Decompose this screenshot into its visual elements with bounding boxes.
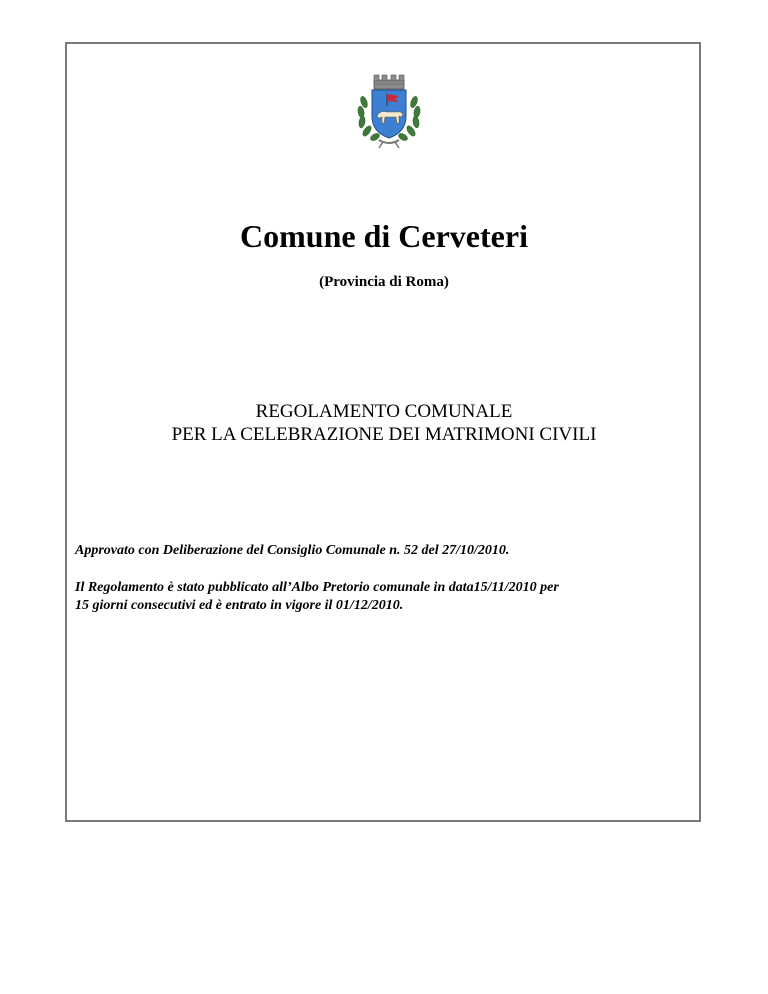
page-title: Comune di Cerveteri [240,218,528,254]
page-subtitle: (Provincia di Roma) [319,274,449,290]
publication-note-line-1: Il Regolamento è stato pubblicato all’Albo Pretorio comunale in data15/11/2010 per [75,580,559,595]
approval-note: Approvato con Deliberazione del Consiglio Comunale n. 52 del 27/10/2010. [75,543,510,558]
publication-note-line-2: 15 giorni consecutivi ed è entrato in vigore il 01/12/2010. [75,598,404,613]
regulation-heading-line-2: PER LA CELEBRAZIONE DEI MATRIMONI CIVILI [171,424,597,445]
regulation-heading-line-1: REGOLAMENTO COMUNALE [255,401,513,422]
regulation-heading [0,400,768,446]
crown-icon [374,75,404,89]
publication-note [75,579,701,615]
coat-of-arms-icon [347,70,431,152]
